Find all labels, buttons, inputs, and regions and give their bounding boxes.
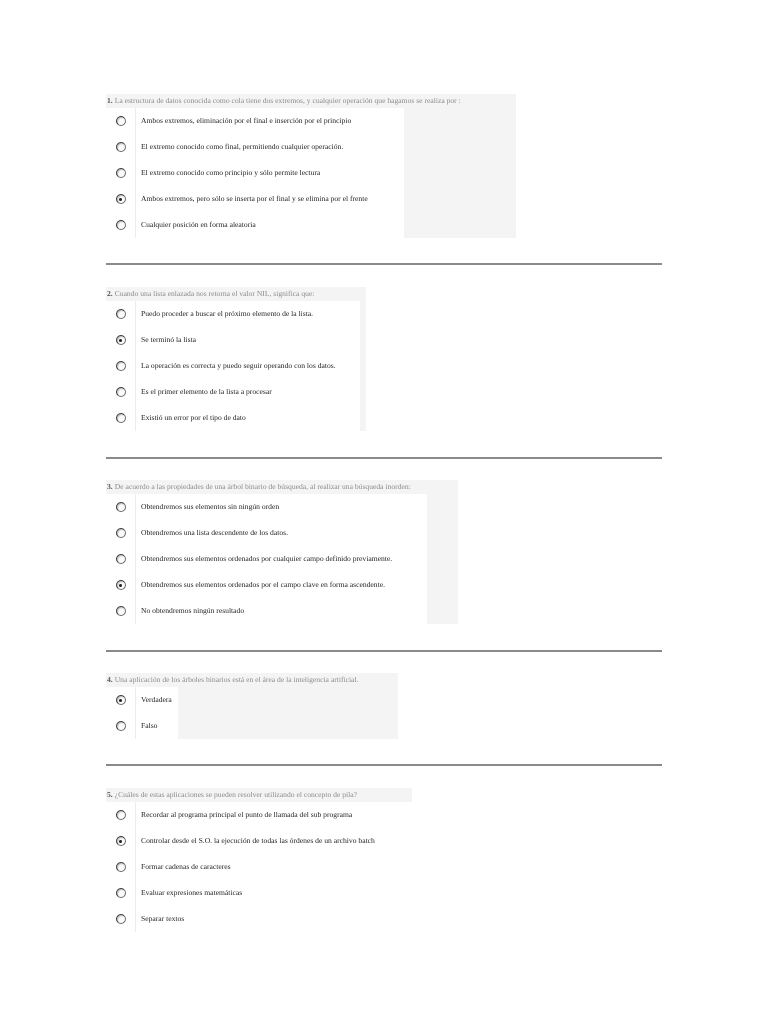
- radio-button[interactable]: [116, 554, 126, 564]
- radio-button[interactable]: [116, 810, 126, 820]
- question-number: 4.: [107, 675, 113, 684]
- option-label[interactable]: Separar textos: [136, 906, 412, 932]
- option-label[interactable]: Existió un error por el tipo de dato: [136, 405, 360, 431]
- option-label[interactable]: No obtendremos ningún resultado: [136, 598, 427, 624]
- answer-option[interactable]: [106, 880, 412, 906]
- question-4: [106, 673, 398, 739]
- radio-button-selected[interactable]: [116, 580, 126, 590]
- question-text: [106, 788, 412, 802]
- radio-button[interactable]: [116, 914, 126, 924]
- radio-button[interactable]: [116, 142, 126, 152]
- radio-button[interactable]: [116, 387, 126, 397]
- radio-button[interactable]: [116, 528, 126, 538]
- radio-button[interactable]: [116, 502, 126, 512]
- option-label[interactable]: Obtendremos una lista descendente de los datos.: [136, 520, 427, 546]
- option-label[interactable]: Ambos extremos, pero sólo se inserta por el final y se elimina por el frente: [136, 186, 404, 212]
- option-label[interactable]: Ambos extremos, eliminación por el final e inserción por el principio: [136, 108, 404, 134]
- question-prompt: Una aplicación de los árboles binarios está en el área de la inteligencia artificial.: [114, 675, 359, 684]
- option-label[interactable]: Cualquier posición en forma aleatoria: [136, 212, 404, 238]
- answer-option[interactable]: [106, 186, 516, 212]
- question-text: [106, 480, 458, 494]
- answer-option[interactable]: [106, 572, 458, 598]
- option-label[interactable]: El extremo conocido como final, permitiendo cualquier operación.: [136, 134, 404, 160]
- answer-option[interactable]: [106, 134, 516, 160]
- option-label[interactable]: Se terminó la lista: [136, 327, 360, 353]
- question-prompt: ¿Cuáles de estas aplicaciones se pueden resolver utilizando el concepto de pila?: [114, 790, 357, 799]
- option-label[interactable]: La operación es correcta y puedo seguir operando con los datos.: [136, 353, 360, 379]
- radio-button[interactable]: [116, 361, 126, 371]
- answer-option[interactable]: [106, 379, 366, 405]
- answer-option[interactable]: [106, 353, 366, 379]
- answer-option[interactable]: [106, 494, 458, 520]
- radio-button[interactable]: [116, 606, 126, 616]
- radio-button[interactable]: [116, 862, 126, 872]
- radio-button-selected[interactable]: [116, 194, 126, 204]
- answer-option[interactable]: [106, 212, 516, 238]
- answer-option[interactable]: [106, 828, 412, 854]
- answer-option[interactable]: [106, 160, 516, 186]
- option-label[interactable]: Obtendremos sus elementos ordenados por el campo clave en forma ascendente.: [136, 572, 427, 598]
- option-label[interactable]: Obtendremos sus elementos ordenados por cualquier campo definido previamente.: [136, 546, 427, 572]
- radio-button[interactable]: [116, 220, 126, 230]
- answer-option[interactable]: [106, 108, 516, 134]
- option-label[interactable]: Obtendremos sus elementos sin ningún orden: [136, 494, 427, 520]
- question-3: [106, 480, 458, 624]
- radio-button-selected[interactable]: [116, 836, 126, 846]
- radio-button[interactable]: [116, 168, 126, 178]
- radio-button-selected[interactable]: [116, 335, 126, 345]
- option-label[interactable]: Es el primer elemento de la lista a procesar: [136, 379, 360, 405]
- option-label[interactable]: Evaluar expresiones matemáticas: [136, 880, 412, 906]
- section-divider: [106, 650, 662, 652]
- option-label[interactable]: Formar cadenas de caracteres: [136, 854, 412, 880]
- option-label[interactable]: Falso: [136, 713, 178, 739]
- question-text: [106, 94, 516, 108]
- question-prompt: Cuando una lista enlazada nos retorna el valor NIL, significa que:: [114, 289, 315, 298]
- question-number: 2.: [107, 289, 113, 298]
- radio-button[interactable]: [116, 888, 126, 898]
- answer-option[interactable]: [106, 802, 412, 828]
- radio-button[interactable]: [116, 413, 126, 423]
- answer-option[interactable]: [106, 713, 398, 739]
- option-label[interactable]: Verdadera: [136, 687, 178, 713]
- answer-option[interactable]: [106, 327, 366, 353]
- section-divider: [106, 263, 662, 265]
- option-label[interactable]: El extremo conocido como principio y sólo permite lectura: [136, 160, 404, 186]
- question-number: 5.: [107, 790, 113, 799]
- answer-option[interactable]: [106, 906, 412, 932]
- answer-option[interactable]: [106, 854, 412, 880]
- question-1: [106, 94, 516, 238]
- question-2: [106, 287, 366, 431]
- question-prompt: De acuerdo a las propiedades de una árbol binario de búsqueda, al realizar una búsqueda inorden:: [114, 482, 411, 491]
- answer-option[interactable]: [106, 405, 366, 431]
- option-label[interactable]: Puedo proceder a buscar el próximo elemento de la lista.: [136, 301, 360, 327]
- answer-option[interactable]: [106, 301, 366, 327]
- question-number: 1.: [107, 96, 113, 105]
- answer-option[interactable]: [106, 520, 458, 546]
- option-label[interactable]: Controlar desde el S.O. la ejecución de todas las órdenes de un archivo batch: [136, 828, 412, 854]
- answer-option[interactable]: [106, 598, 458, 624]
- radio-button-selected[interactable]: [116, 695, 126, 705]
- section-divider: [106, 764, 662, 766]
- question-number: 3.: [107, 482, 113, 491]
- option-label[interactable]: Recordar al programa principal el punto de llamada del sub programa: [136, 802, 412, 828]
- section-divider: [106, 457, 662, 459]
- answer-option[interactable]: [106, 546, 458, 572]
- question-text: [106, 673, 398, 687]
- question-prompt: La estructura de datos conocida como cola tiene dos extremos, y cualquier operación que hagamos se realiza por :: [114, 96, 461, 105]
- question-5: [106, 788, 412, 932]
- answer-option[interactable]: [106, 687, 398, 713]
- radio-button[interactable]: [116, 309, 126, 319]
- radio-button[interactable]: [116, 721, 126, 731]
- question-text: [106, 287, 366, 301]
- radio-button[interactable]: [116, 116, 126, 126]
